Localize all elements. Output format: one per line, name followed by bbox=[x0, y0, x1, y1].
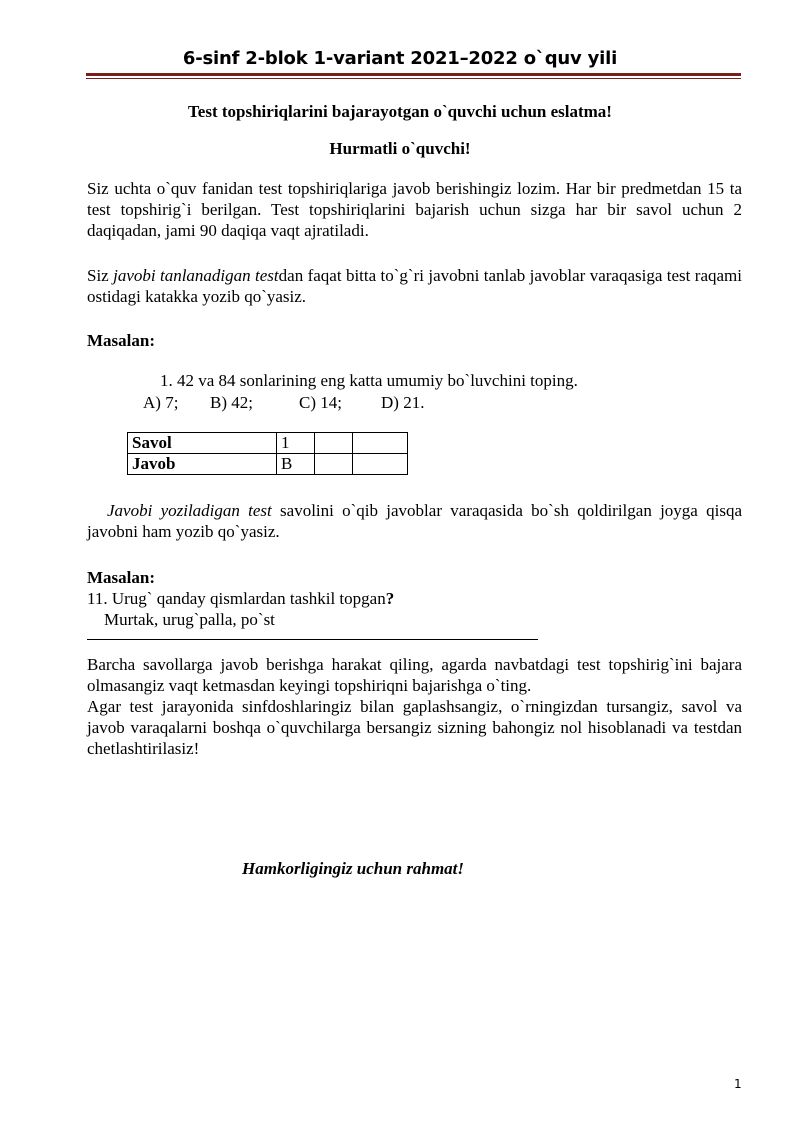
written-suffix: savolini o`qib javoblar varaqasida bo`sh qoldirilgan joyga qisqa javobni ham yozib qo`yasiz. bbox=[87, 501, 742, 541]
choice-paragraph bbox=[87, 265, 742, 307]
example1-label: Masalan: bbox=[87, 331, 155, 350]
table-cell bbox=[315, 454, 353, 475]
example2-question bbox=[87, 588, 394, 609]
example1-option-b: B) 42; bbox=[210, 393, 253, 412]
choice-suffix: dan faqat bitta to`g`ri javobni tanlab javoblar varaqasiga test raqami ostidagi katakka yozib qo`yasiz. bbox=[87, 266, 742, 306]
closing-paragraph-2: Agar test jarayonida sinfdoshlaringiz bilan gaplashsangiz, o`rningizdan tursangiz, savol va javob varaqalarni boshqa o`quvchilarga bersangiz sizning bahongiz nol hisoblanadi va testdan chetlashtirilasiz! bbox=[87, 697, 742, 758]
choice-prefix: Siz bbox=[87, 266, 114, 285]
greeting: Hurmatli o`quvchi! bbox=[329, 139, 471, 158]
example2-question-text: 11. Urug` qanday qismlardan tashkil topgan bbox=[87, 589, 386, 608]
thanks-text: Hamkorligingiz uchun rahmat! bbox=[242, 859, 465, 878]
closing-paragraph-1: Barcha savollarga javob berishga harakat qiling, agarda navbatdagi test topshirig`ini bajara olmasangiz vaqt ketmasdan keyingi topshiriqni bajarishga o`ting. bbox=[87, 655, 742, 695]
header-rule-thin bbox=[86, 78, 741, 79]
example2-answer: Murtak, urug`palla, po`st bbox=[104, 610, 275, 629]
table-cell bbox=[353, 454, 408, 475]
table-cell: B bbox=[277, 454, 315, 475]
example1-option-a: A) 7; bbox=[143, 393, 179, 412]
example1-question: 1. 42 va 84 sonlarining eng katta umumiy bo`luvchini toping. bbox=[160, 371, 578, 390]
table-row bbox=[128, 454, 408, 475]
example1-option-c: C) 14; bbox=[299, 393, 342, 412]
header-rule-thick bbox=[86, 73, 741, 76]
choice-italic: javobi tanlanadigan test bbox=[113, 266, 279, 285]
example1-option-d: D) 21. bbox=[381, 393, 425, 412]
written-italic: Javobi yoziladigan test bbox=[107, 501, 272, 520]
table-cell: Savol bbox=[128, 433, 277, 454]
table-cell: Javob bbox=[128, 454, 277, 475]
table-cell bbox=[315, 433, 353, 454]
table-cell: 1 bbox=[277, 433, 315, 454]
reminder-title: Test topshiriqlarini bajarayotgan o`quvchi uchun eslatma! bbox=[188, 102, 612, 121]
intro-paragraph: Siz uchta o`quv fanidan test topshiriqlariga javob berishingiz lozim. Har bir predmetdan 15 ta test topshirig`i berilgan. Test topshiriqlarini bajarish uchun sizga har bir savol uchun 2 daqiqadan, jami 90 daqiqa vaqt ajratiladi. bbox=[87, 179, 742, 240]
example2-question-mark: ? bbox=[385, 589, 395, 608]
written-paragraph bbox=[87, 500, 742, 542]
example2-label: Masalan: bbox=[87, 568, 155, 587]
page-number: 1 bbox=[734, 1077, 742, 1091]
table-row bbox=[128, 433, 408, 454]
answer-underline bbox=[87, 639, 538, 640]
header-title: 6-sinf 2-blok 1-variant 2021–2022 o`quv yili bbox=[182, 48, 618, 69]
table-cell bbox=[353, 433, 408, 454]
example-answer-table bbox=[127, 432, 408, 475]
